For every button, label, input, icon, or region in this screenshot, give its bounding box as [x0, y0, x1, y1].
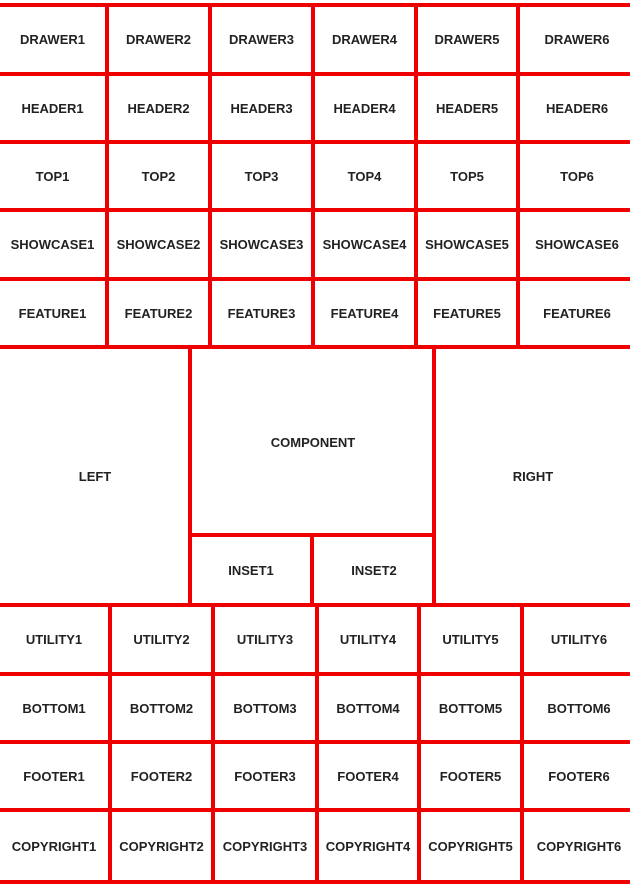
- bottom1-label: BOTTOM1: [22, 700, 86, 716]
- utility3-position: [211, 603, 319, 676]
- showcase6-position: [516, 208, 630, 281]
- bottom1-position: [0, 672, 112, 744]
- top5-position: [414, 140, 520, 212]
- showcase3-position: [208, 208, 315, 281]
- top1-position: [0, 140, 109, 212]
- right-label: RIGHT: [512, 469, 554, 484]
- showcase6-label: SHOWCASE6: [535, 237, 619, 252]
- utility1-label: UTILITY1: [25, 632, 83, 647]
- header6-label: HEADER6: [545, 100, 609, 116]
- showcase5-position: [414, 208, 520, 281]
- footer2-label: FOOTER2: [130, 768, 193, 784]
- copyright3-label: COPYRIGHT3: [222, 838, 308, 854]
- utility4-label: UTILITY4: [339, 632, 397, 647]
- footer1-position: [0, 740, 112, 812]
- header4-position: [311, 72, 418, 144]
- copyright4-label: COPYRIGHT4: [325, 838, 411, 854]
- utility6-position: [520, 603, 630, 676]
- left-label: LEFT: [78, 469, 112, 484]
- inset1-label: INSET1: [228, 563, 274, 578]
- inset2-position: [310, 533, 438, 608]
- mainbody-area: [188, 345, 438, 608]
- inset2-label: INSET2: [351, 563, 397, 578]
- top6-label: TOP6: [560, 168, 594, 184]
- utility5-position: [417, 603, 524, 676]
- drawer5-label: DRAWER5: [434, 32, 500, 47]
- footer4-position: [315, 740, 421, 812]
- showcase4-label: SHOWCASE4: [322, 237, 407, 252]
- showcase2-position: [105, 208, 212, 281]
- feature3-position: [208, 277, 315, 349]
- copyright6-position: [520, 808, 630, 884]
- component-label: COMPONENT: [270, 435, 356, 450]
- showcase1-label: SHOWCASE1: [10, 237, 95, 252]
- main-section: [0, 345, 630, 608]
- drawer5-position: [414, 3, 520, 76]
- left-position: [0, 345, 194, 608]
- top2-label: TOP2: [141, 168, 176, 184]
- right-position: [432, 345, 630, 608]
- feature5-label: FEATURE5: [433, 305, 501, 321]
- bottom4-position: [315, 672, 421, 744]
- drawer2-position: [105, 3, 212, 76]
- feature2-label: FEATURE2: [124, 305, 193, 321]
- bottom2-position: [108, 672, 215, 744]
- drawer3-label: DRAWER3: [228, 32, 294, 47]
- utility5-label: UTILITY5: [442, 632, 499, 647]
- utility2-label: UTILITY2: [133, 632, 190, 647]
- header2-label: HEADER2: [127, 100, 190, 116]
- showcase1-position: [0, 208, 109, 281]
- bottom5-label: BOTTOM5: [438, 700, 503, 716]
- drawer4-position: [311, 3, 418, 76]
- header1-position: [0, 72, 109, 144]
- top2-position: [105, 140, 212, 212]
- feature2-position: [105, 277, 212, 349]
- drawer1-position: [0, 3, 109, 76]
- top4-label: TOP4: [347, 168, 382, 184]
- footer1-label: FOOTER1: [23, 768, 85, 784]
- drawer4-label: DRAWER4: [331, 32, 397, 47]
- copyright2-label: COPYRIGHT2: [119, 838, 204, 854]
- drawer2-label: DRAWER2: [125, 32, 191, 47]
- header5-label: HEADER5: [435, 100, 499, 116]
- footer5-label: FOOTER5: [439, 768, 502, 784]
- footer6-label: FOOTER6: [548, 768, 610, 784]
- header5-position: [414, 72, 520, 144]
- footer6-position: [520, 740, 630, 812]
- top4-position: [311, 140, 418, 212]
- inset1-position: [188, 533, 314, 608]
- bottom3-position: [211, 672, 319, 744]
- utility1-position: [0, 603, 112, 676]
- bottom5-position: [417, 672, 524, 744]
- utility2-position: [108, 603, 215, 676]
- drawer1-label: DRAWER1: [19, 32, 85, 47]
- bottom4-label: BOTTOM4: [336, 700, 400, 716]
- component-position: [188, 345, 438, 537]
- footer2-position: [108, 740, 215, 812]
- feature6-label: FEATURE6: [543, 305, 611, 321]
- showcase5-label: SHOWCASE5: [425, 237, 509, 252]
- showcase4-position: [311, 208, 418, 281]
- header3-label: HEADER3: [230, 100, 293, 116]
- copyright2-position: [108, 808, 215, 884]
- copyright3-position: [211, 808, 319, 884]
- feature4-label: FEATURE4: [330, 305, 399, 321]
- copyright1-label: COPYRIGHT1: [11, 838, 97, 854]
- bottom2-label: BOTTOM2: [129, 700, 194, 716]
- header1-label: HEADER1: [21, 100, 84, 116]
- copyright4-position: [315, 808, 421, 884]
- feature1-label: FEATURE1: [18, 305, 87, 321]
- drawer6-position: [516, 3, 630, 76]
- feature4-position: [311, 277, 418, 349]
- utility3-label: UTILITY3: [236, 632, 294, 647]
- header4-label: HEADER4: [333, 100, 396, 116]
- showcase3-label: SHOWCASE3: [219, 237, 304, 252]
- top5-label: TOP5: [450, 168, 484, 184]
- top6-position: [516, 140, 630, 212]
- footer3-position: [211, 740, 319, 812]
- footer4-label: FOOTER4: [337, 768, 399, 784]
- utility6-label: UTILITY6: [550, 632, 608, 647]
- feature1-position: [0, 277, 109, 349]
- bottom6-label: BOTTOM6: [547, 700, 611, 716]
- copyright1-position: [0, 808, 112, 884]
- feature6-position: [516, 277, 630, 349]
- showcase2-label: SHOWCASE2: [116, 237, 201, 252]
- top1-label: TOP1: [35, 168, 70, 184]
- copyright6-label: COPYRIGHT6: [536, 838, 622, 854]
- header3-position: [208, 72, 315, 144]
- copyright5-label: COPYRIGHT5: [428, 838, 513, 854]
- header6-position: [516, 72, 630, 144]
- drawer3-position: [208, 3, 315, 76]
- bottom3-label: BOTTOM3: [233, 700, 297, 716]
- copyright5-position: [417, 808, 524, 884]
- footer5-position: [417, 740, 524, 812]
- drawer6-label: DRAWER6: [544, 32, 610, 47]
- feature3-label: FEATURE3: [227, 305, 296, 321]
- feature5-position: [414, 277, 520, 349]
- header2-position: [105, 72, 212, 144]
- top3-position: [208, 140, 315, 212]
- bottom6-position: [520, 672, 630, 744]
- utility4-position: [315, 603, 421, 676]
- top3-label: TOP3: [244, 168, 279, 184]
- footer3-label: FOOTER3: [234, 768, 296, 784]
